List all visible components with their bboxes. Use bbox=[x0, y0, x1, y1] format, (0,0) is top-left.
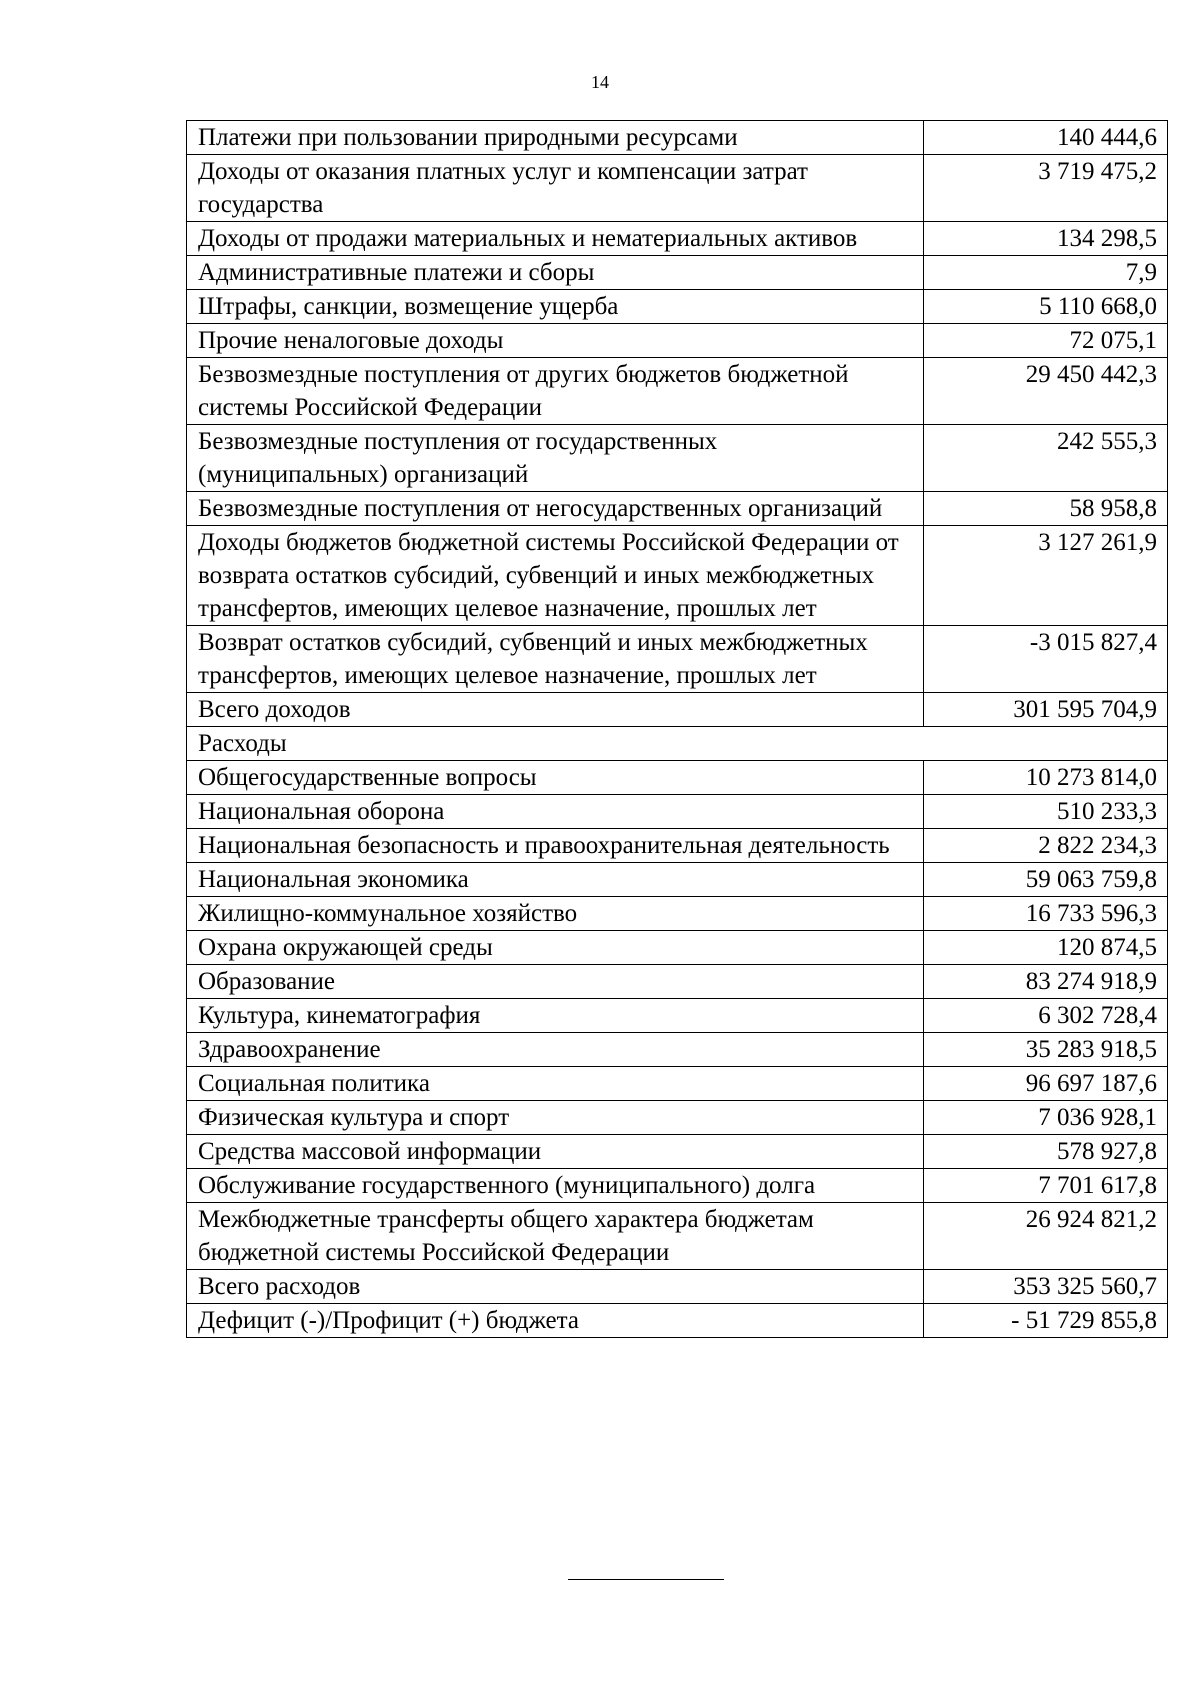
row-label: Межбюджетные трансферты общего характера бюджетам бюджетной системы Российской Федерации bbox=[187, 1203, 924, 1270]
page-number: 14 bbox=[591, 72, 609, 92]
table-row bbox=[187, 626, 1168, 693]
row-label: Возврат остатков субсидий, субвенций и иных межбюджетных трансфертов, имеющих целевое назначение, прошлых лет bbox=[187, 626, 924, 693]
row-value: 120 874,5 bbox=[924, 931, 1168, 965]
row-value: 510 233,3 bbox=[924, 795, 1168, 829]
row-value: 140 444,6 bbox=[924, 121, 1168, 155]
row-label: Национальная оборона bbox=[187, 795, 924, 829]
table-row bbox=[187, 1101, 1168, 1135]
row-value: 16 733 596,3 bbox=[924, 897, 1168, 931]
row-value: 58 958,8 bbox=[924, 492, 1168, 526]
table-row bbox=[187, 290, 1168, 324]
row-label: Жилищно-коммунальное хозяйство bbox=[187, 897, 924, 931]
table-row bbox=[187, 761, 1168, 795]
row-value: 353 325 560,7 bbox=[924, 1270, 1168, 1304]
table-row bbox=[187, 358, 1168, 425]
row-label: Доходы от оказания платных услуг и компенсации затрат государства bbox=[187, 155, 924, 222]
table-row bbox=[187, 999, 1168, 1033]
table-row bbox=[187, 256, 1168, 290]
table-row bbox=[187, 829, 1168, 863]
row-label: Здравоохранение bbox=[187, 1033, 924, 1067]
row-label: Платежи при пользовании природными ресурсами bbox=[187, 121, 924, 155]
table-row bbox=[187, 526, 1168, 626]
row-value: 72 075,1 bbox=[924, 324, 1168, 358]
row-value: 3 127 261,9 bbox=[924, 526, 1168, 626]
row-value: 5 110 668,0 bbox=[924, 290, 1168, 324]
row-value: 6 302 728,4 bbox=[924, 999, 1168, 1033]
table-row bbox=[187, 324, 1168, 358]
budget-table-body bbox=[187, 121, 1168, 1338]
row-value: 134 298,5 bbox=[924, 222, 1168, 256]
row-label: Безвозмездные поступления от негосударственных организаций bbox=[187, 492, 924, 526]
row-label: Доходы бюджетов бюджетной системы Российской Федерации от возврата остатков субсидий, субвенций и иных межбюджетных трансфертов, имеющих целевое назначение, прошлых лет bbox=[187, 526, 924, 626]
table-row bbox=[187, 222, 1168, 256]
row-value: 10 273 814,0 bbox=[924, 761, 1168, 795]
row-label: Дефицит (-)/Профицит (+) бюджета bbox=[187, 1304, 924, 1338]
row-label: Культура, кинематография bbox=[187, 999, 924, 1033]
table-row bbox=[187, 795, 1168, 829]
row-label: Средства массовой информации bbox=[187, 1135, 924, 1169]
row-value: 7,9 bbox=[924, 256, 1168, 290]
table-row bbox=[187, 121, 1168, 155]
section-label: Расходы bbox=[187, 727, 1168, 761]
table-row bbox=[187, 693, 1168, 727]
row-label: Физическая культура и спорт bbox=[187, 1101, 924, 1135]
table-row bbox=[187, 1067, 1168, 1101]
table-row bbox=[187, 863, 1168, 897]
table-row bbox=[187, 1270, 1168, 1304]
budget-table bbox=[186, 120, 1168, 1338]
table-row bbox=[187, 1135, 1168, 1169]
row-label: Национальная экономика bbox=[187, 863, 924, 897]
section-header-row bbox=[187, 727, 1168, 761]
table-row bbox=[187, 1033, 1168, 1067]
table-row bbox=[187, 897, 1168, 931]
row-label: Безвозмездные поступления от других бюджетов бюджетной системы Российской Федерации bbox=[187, 358, 924, 425]
row-label: Национальная безопасность и правоохранительная деятельность bbox=[187, 829, 924, 863]
row-value: 578 927,8 bbox=[924, 1135, 1168, 1169]
table-row bbox=[187, 1304, 1168, 1338]
table-row bbox=[187, 155, 1168, 222]
row-value: 96 697 187,6 bbox=[924, 1067, 1168, 1101]
row-value: 301 595 704,9 bbox=[924, 693, 1168, 727]
row-value: 59 063 759,8 bbox=[924, 863, 1168, 897]
row-value: - 51 729 855,8 bbox=[924, 1304, 1168, 1338]
row-label: Обслуживание государственного (муниципального) долга bbox=[187, 1169, 924, 1203]
row-label: Безвозмездные поступления от государственных (муниципальных) организаций bbox=[187, 425, 924, 492]
row-label: Охрана окружающей среды bbox=[187, 931, 924, 965]
table-row bbox=[187, 425, 1168, 492]
row-value: 242 555,3 bbox=[924, 425, 1168, 492]
row-value: 29 450 442,3 bbox=[924, 358, 1168, 425]
table-row bbox=[187, 1169, 1168, 1203]
row-value: 83 274 918,9 bbox=[924, 965, 1168, 999]
table-row bbox=[187, 965, 1168, 999]
row-label: Административные платежи и сборы bbox=[187, 256, 924, 290]
footer-divider bbox=[568, 1579, 724, 1580]
row-label: Общегосударственные вопросы bbox=[187, 761, 924, 795]
table-row bbox=[187, 931, 1168, 965]
row-value: 26 924 821,2 bbox=[924, 1203, 1168, 1270]
row-label: Прочие неналоговые доходы bbox=[187, 324, 924, 358]
row-value: 35 283 918,5 bbox=[924, 1033, 1168, 1067]
row-value: -3 015 827,4 bbox=[924, 626, 1168, 693]
row-value: 3 719 475,2 bbox=[924, 155, 1168, 222]
row-value: 7 036 928,1 bbox=[924, 1101, 1168, 1135]
row-label: Всего доходов bbox=[187, 693, 924, 727]
table-row bbox=[187, 492, 1168, 526]
row-label: Социальная политика bbox=[187, 1067, 924, 1101]
row-value: 2 822 234,3 bbox=[924, 829, 1168, 863]
row-label: Всего расходов bbox=[187, 1270, 924, 1304]
table-row bbox=[187, 1203, 1168, 1270]
row-label: Образование bbox=[187, 965, 924, 999]
row-label: Доходы от продажи материальных и нематериальных активов bbox=[187, 222, 924, 256]
row-value: 7 701 617,8 bbox=[924, 1169, 1168, 1203]
row-label: Штрафы, санкции, возмещение ущерба bbox=[187, 290, 924, 324]
